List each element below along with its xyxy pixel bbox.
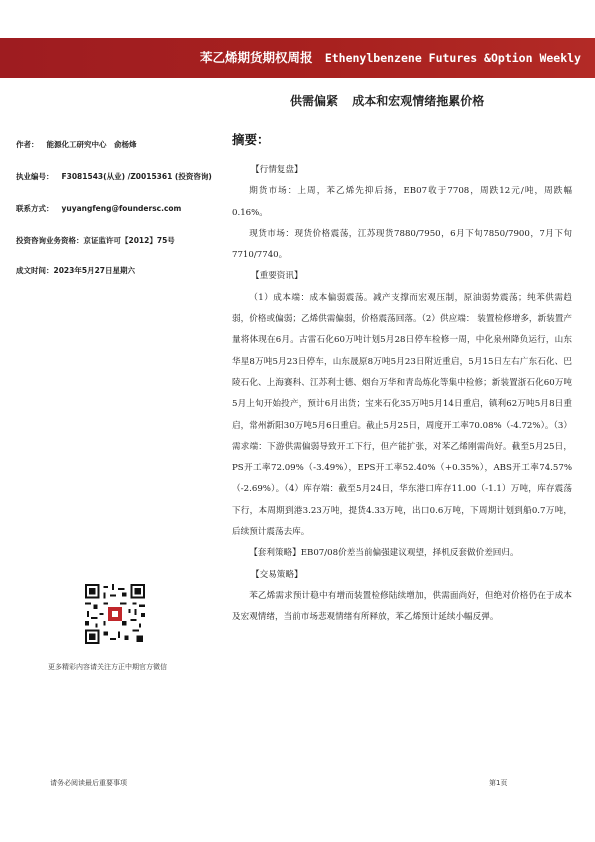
date-label: 成文时间：: [16, 266, 54, 275]
contact-label: 联系方式：: [16, 204, 54, 213]
date-line: [16, 265, 135, 276]
section-heading: 【行情复盘】: [251, 165, 303, 175]
license-value: F3081543(从业) /Z0015361 (投资咨询): [61, 172, 212, 181]
banner-title: [200, 48, 581, 66]
qualification-line: [16, 235, 175, 246]
paragraph: （1）成本端：成本偏弱震荡。减产支撑而宏观压制，原油弱势震荡；纯苯供需趋弱，价格或偏弱；乙烯供需偏弱，价格震荡回落。（2）供应端： 装置检修增多，新装置产量将体现在6月。古雷石化60万吨计划5月28日停车检修一周，中化泉州降负运行，山东华星8万吨5月23日停车，山东晟原8万吨5月23日附近重启，5月15日左右广东石化、巴陵石化、上海赛科、江苏利士德、烟台万华和青岛炼化等集中检修；新装置浙石化60万吨5月上旬开始投产，预计6月出货；宝来石化35万吨5月14日重启，镇利62万吨5月8日重启，常州新阳30万吨5月6日重启。截止5月25日，周度开工率70.08%（-4.72%）。（3）需求端：下游供需偏弱导致开工下行，但产能扩张，对苯乙烯刚需尚好。截至5月25日，PS开工率72.09%（-3.49%），EPS开工率52.40%（+0.35%），ABS开工率74.57%（-2.69%）。（4）库存端：截至5月24日，华东港口库存11.00（-1.1）万吨，库存震荡下行，本周期到港3.23万吨，提货4.33万吨，出口0.6万吨，下周期计划到船0.7万吨，后续预计震荡去库。: [232, 292, 572, 538]
abstract-content: [232, 160, 572, 629]
license-line: [16, 171, 212, 182]
author-label: 作者：: [16, 140, 39, 149]
section-heading: 【交易策略】: [251, 569, 303, 580]
author-value: 能源化工研究中心 俞杨烽: [46, 140, 137, 149]
license-label: 执业编号：: [16, 172, 54, 181]
report-title: [290, 92, 484, 109]
section-heading: 【重要资讯】: [251, 271, 303, 282]
author-line: [16, 139, 137, 150]
page-number: 第1页: [489, 779, 508, 787]
contact-line: [16, 203, 181, 214]
qr-code: [85, 584, 145, 644]
paragraph: 苯乙烯需求预计稳中有增而装置检修陆续增加，供需面尚好，但绝对价格仍在于成本及宏观情绪，当前市场悲观情绪有所释放，苯乙烯预计延续小幅反弹。: [232, 590, 572, 623]
paragraph: 【套利策略】EB07/08价差当前偏强建议观望，择机反套做价差回归。: [249, 548, 519, 559]
paragraph: 现货市场：现货价格震荡，江苏现货7880/7950，6月下旬7850/7900，7月下旬7710/7740。: [232, 228, 572, 261]
banner-title-en: Ethenylbenzene Futures &Option Weekly: [324, 51, 581, 65]
contact-email[interactable]: yuyangfeng@foundersc.com: [61, 204, 182, 213]
paragraph: 期货市场：上周，苯乙烯先抑后扬，EB07收于7708，周跌12元/吨，周跌幅0.16%。: [232, 186, 572, 218]
abstract-heading: 摘要：: [232, 132, 270, 147]
report-title-part1: 供需偏紧: [290, 94, 339, 108]
qr-caption: 更多精彩内容请关注方正中期官方微信: [48, 663, 167, 671]
report-title-part2: 成本和宏观情绪拖累价格: [352, 94, 485, 108]
banner-title-cn: 苯乙烯期货期权周报: [199, 50, 313, 65]
date-value: 2023年5月27日星期六: [53, 266, 136, 275]
header-banner: [0, 38, 595, 78]
qualification-value: 京证监许可【2012】75号: [83, 236, 175, 245]
qualification-label: 投资咨询业务资格：: [16, 236, 84, 245]
footer-disclaimer: 请务必阅读最后重要事项: [50, 779, 127, 787]
